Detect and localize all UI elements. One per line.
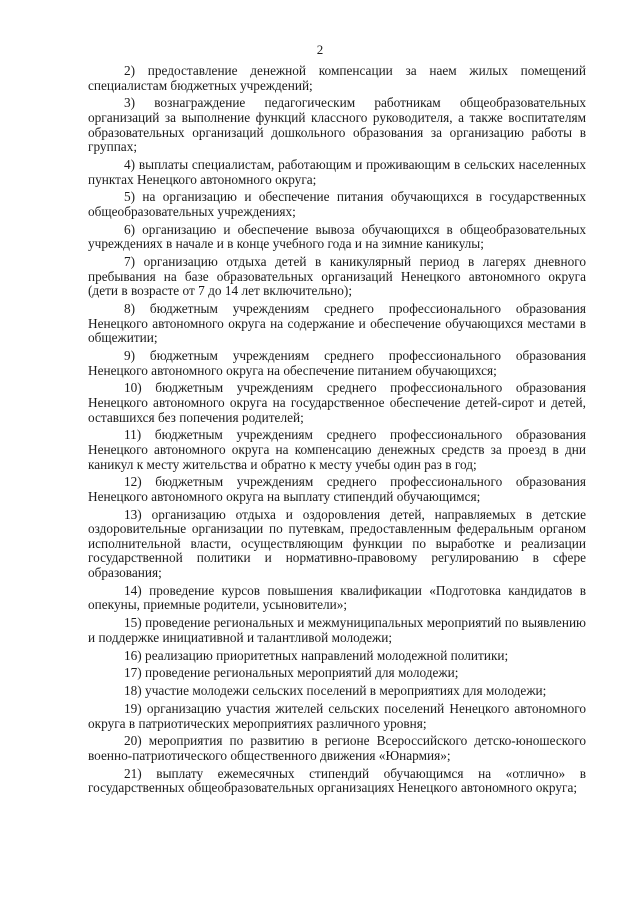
list-item: 12) бюджетным учреждениям среднего профессионального образования Ненецкого автономного округа на выплату стипендий обучающимся;: [88, 474, 586, 504]
page-number: 2: [316, 42, 324, 57]
list-item: 18) участие молодежи сельских поселений в мероприятиях для молодежи;: [124, 683, 547, 699]
list-item: 2) предоставление денежной компенсации за наем жилых помещений специалистам бюджетных учреждений;: [88, 63, 586, 93]
list-item: 14) проведение курсов повышения квалификации «Подготовка кандидатов в опекуны, приемные родители, усыновители»;: [88, 582, 586, 613]
item-list: [88, 64, 586, 799]
list-item: 17) проведение региональных мероприятий для молодежи;: [124, 665, 459, 681]
list-item: 3) вознаграждение педагогическим работникам общеобразовательных организаций за выполнение функций классного руководителя, а также воспитателям образовательных организаций дошкольного образования за организацию работы в группах;: [88, 95, 586, 155]
list-item: 6) организацию и обеспечение вывоза обучающихся в общеобразовательных учреждениях в начале и в конце учебного года и на зимние каникулы;: [88, 221, 586, 252]
list-item: 7) организацию отдыха детей в каникулярный период в лагерях дневного пребывания на базе образовательных организаций Ненецкого автономного округа (дети в возрасте от 7 до 14 лет включительно);: [88, 254, 586, 299]
list-item: 8) бюджетным учреждениям среднего профессионального образования Ненецкого автономного округа на содержание и обеспечение обучающихся местами в общежитии;: [88, 301, 586, 346]
list-item: 21) выплату ежемесячных стипендий обучающимся на «отлично» в государственных общеобразовательных организациях Ненецкого автономного округа;: [88, 765, 586, 796]
list-item: 15) проведение региональных и межмуниципальных мероприятий по выявлению и поддержке инициативной и талантливой молодежи;: [88, 615, 586, 645]
list-item: 11) бюджетным учреждениям среднего профессионального образования Ненецкого автономного округа на компенсацию денежных средств за проезд в дни каникул к месту жительства и обратно к месту учебы один раз в год;: [88, 427, 586, 472]
list-item: 4) выплаты специалистам, работающим и проживающим в сельских населенных пунктах Ненецкого автономного округа;: [88, 156, 586, 187]
list-item: 16) реализацию приоритетных направлений молодежной политики;: [124, 647, 509, 663]
list-item: 19) организацию участия жителей сельских поселений Ненецкого автономного округа в патриотических мероприятиях различного уровня;: [88, 700, 586, 731]
list-item: 20) мероприятия по развитию в регионе Всероссийского детско-юношеского военно-патриотического общественного движения «Юнармия»;: [88, 733, 586, 763]
list-item: 10) бюджетным учреждениям среднего профессионального образования Ненецкого автономного округа на государственное обеспечение детей-сирот и детей, оставшихся без попечения родителей;: [88, 380, 586, 425]
list-item: 9) бюджетным учреждениям среднего профессионального образования Ненецкого автономного округа на обеспечение питанием обучающихся;: [88, 348, 586, 378]
list-item: 5) на организацию и обеспечение питания обучающихся в государственных общеобразовательных учреждениях;: [88, 189, 586, 219]
list-item: 13) организацию отдыха и оздоровления детей, направляемых в детские оздоровительные организации по путевкам, предоставленным федеральным органом исполнительной власти, осуществляющим функции по выработке и реализации государственной политики и нормативно-правовому регулированию в сфере образования;: [88, 506, 586, 581]
